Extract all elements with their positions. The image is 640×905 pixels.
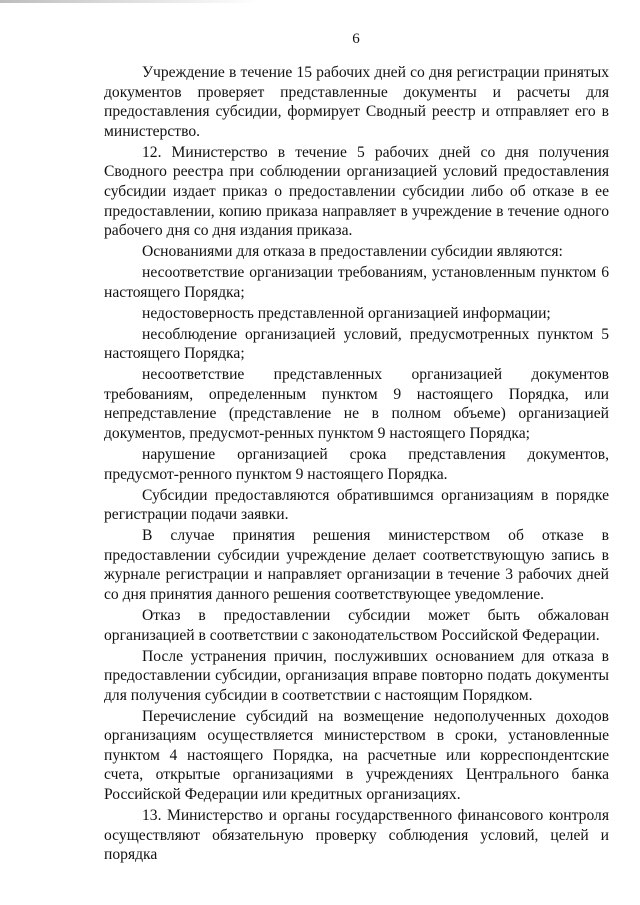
paragraph-order-of-provision: Субсидии предоставляются обратившимся организациям в порядке регистрации подачи заявки. xyxy=(104,486,609,524)
scan-edge-artifact xyxy=(0,0,260,3)
paragraph-document-check: Учреждение в течение 15 рабочих дней со дня регистрации принятых документов проверяет представленные документы и расчеты для предоставления субсидии, формирует Сводный реестр и отправляет его в министерство. xyxy=(104,64,609,140)
paragraph-ground-deadline: нарушение организацией срока представления документов, предусмот-ренного пунктом 9 настоящего Порядка. xyxy=(104,446,609,483)
document-body xyxy=(104,63,609,866)
paragraph-resubmission: После устранения причин, послуживших основанием для отказа в предоставлении субсидии, организация вправе повторно подать документы для получения субсидии в соответствии с настоящим Порядком. xyxy=(104,647,609,704)
paragraph-clause-13: 13. Министерство и органы государственного финансового контроля осуществляют обязательную проверку соблюдения условий, целей и порядка xyxy=(104,807,609,864)
paragraph-refusal-grounds-intro: Основаниями для отказа в предоставлении субсидии являются: xyxy=(142,243,563,261)
paragraph-appeal: Отказ в предоставлении субсидии может быть обжалован организацией в соответствии с законодательством Российской Федерации. xyxy=(104,606,609,644)
paragraph-ground-requirements: несоответствие организации требованиям, установленным пунктом 6 настоящего Порядка; xyxy=(104,264,609,301)
paragraph-ground-documents: несоответствие представленных организацией документов требованиям, определенным пунктом 9 настоящего Порядка, или непредставление (представление не в полном объеме) организацией документов, предусмот-ренных пунктом 9 настоящего Порядка; xyxy=(104,366,609,443)
page-number: 6 xyxy=(352,31,360,47)
paragraph-clause-12: 12. Министерство в течение 5 рабочих дней со дня получения Сводного реестра при соблюдении организацией условий предоставления субсидии издает приказ о предоставлении субсидии либо об отказе в ее предоставлении, копию приказа направляет в учреждение в течение одного рабочего дня со дня издания приказа. xyxy=(104,143,609,240)
paragraph-ground-conditions: несоблюдение организацией условий, предусмотренных пунктом 5 настоящего Порядка; xyxy=(104,325,609,363)
paragraph-transfer: Перечисление субсидий на возмещение недополученных доходов организациям осуществляется министерством в сроки, установленные пунктом 4 настоящего Порядка, на расчетные или корреспондентские счета, открытые организациями в учреждениях Центрального банка Российской Федерации или кредитных организациях. xyxy=(104,707,609,804)
paragraph-refusal-notice: В случае принятия решения министерством об отказе в предоставлении субсидии учреждение делает соответствующую запись в журнале регистрации и направляет организации в течение 3 рабочих дней со дня принятия данного решения соответствующее уведомление. xyxy=(104,527,609,603)
paragraph-ground-false-info: недостоверность представленной организацией информации; xyxy=(142,304,551,322)
